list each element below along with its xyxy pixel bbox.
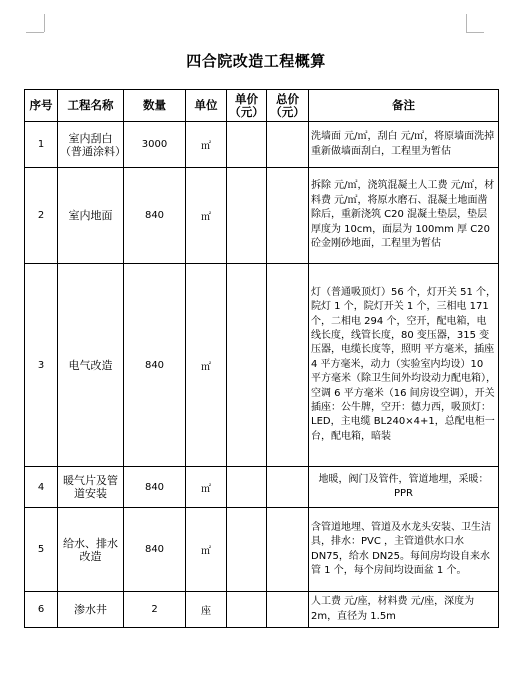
table-row: [25, 592, 499, 628]
row-note: 洗墙面 元/㎡，刮白 元/㎡，将原墙面洗掉重新做墙面刮白，工程里为暂估: [309, 122, 499, 168]
header-total: 总价（元）: [267, 90, 309, 122]
row-no: 6: [25, 592, 58, 628]
margin-corner-mark: [466, 32, 484, 33]
row-note: 人工费 元/座，材料费 元/座，深度为 2m，直径为 1.5m: [309, 592, 499, 628]
row-no: 3: [25, 264, 58, 467]
row-name: 暖气片及管道安装: [58, 467, 124, 508]
row-qty: 840: [124, 508, 186, 592]
table-row: [25, 467, 499, 508]
table-row: [25, 122, 499, 168]
row-qty: 840: [124, 467, 186, 508]
budget-table: [24, 89, 499, 628]
document-title: 四合院改造工程概算: [186, 52, 326, 70]
header-unit-price: 单价（元）: [227, 90, 267, 122]
row-no: 2: [25, 168, 58, 264]
row-note: 含管道地埋、管道及水龙头安装、卫生洁具，排水：PVC ，主管道供水口水 DN75，给水 DN25。每间房均设自来水管 1 个，每个房间均设面盆 1 个。: [309, 508, 499, 592]
row-unit: ㎡: [186, 508, 227, 592]
row-total: [267, 467, 309, 508]
row-qty: 3000: [124, 122, 186, 168]
table-row: [25, 264, 499, 467]
row-name: 室内地面: [58, 168, 124, 264]
margin-corner-mark: [466, 14, 467, 32]
row-unit: 座: [186, 592, 227, 628]
row-no: 4: [25, 467, 58, 508]
row-unit: ㎡: [186, 264, 227, 467]
row-unit-price: [227, 467, 267, 508]
row-unit-price: [227, 122, 267, 168]
row-unit-price: [227, 168, 267, 264]
row-name: 渗水井: [58, 592, 124, 628]
header-note: 备注: [309, 90, 499, 122]
table-row: [25, 508, 499, 592]
row-total: [267, 264, 309, 467]
row-total: [267, 592, 309, 628]
margin-corner-mark: [26, 32, 44, 33]
row-qty: 840: [124, 168, 186, 264]
row-total: [267, 122, 309, 168]
row-note: 灯（普通吸顶灯）56 个，灯开关 51 个，院灯 1 个，院灯开关 1 个，三相电 171 个，二相电 294 个，空开，配电箱，电线长度，线管长度，80 变压器，315 变压器，电缆长度等，照明 平方毫米，插座 4 平方毫米，动力（实验室内均设）10 平方毫米（除卫生间外均设动力配电箱），空调 6 平方毫米（16 间房设空调），开关插座：公牛牌，空开：德力西，吸顶灯：LED，主电缆 BL240×4+1，总配电柜一台，配电箱，暗装: [309, 264, 499, 467]
row-unit-price: [227, 264, 267, 467]
row-no: 1: [25, 122, 58, 168]
row-note: 拆除 元/㎡，浇筑混凝土人工费 元/㎡，材料费 元/㎡，将原水磨石、混凝土地面凿除后，重新浇筑 C20 混凝土垫层，垫层厚度为 10cm，面层为 100mm 厚 C20 砼金刚砂地面，工程里为暂估: [309, 168, 499, 264]
header-unit: 单位: [186, 90, 227, 122]
row-no: 5: [25, 508, 58, 592]
row-name: 电气改造: [58, 264, 124, 467]
row-unit: ㎡: [186, 467, 227, 508]
row-qty: 840: [124, 264, 186, 467]
row-total: [267, 508, 309, 592]
row-note: 地暖，阀门及管件，管道地埋，采暖：PPR: [309, 467, 499, 508]
row-unit: ㎡: [186, 122, 227, 168]
row-qty: 2: [124, 592, 186, 628]
header-name: 工程名称: [58, 90, 124, 122]
row-unit-price: [227, 592, 267, 628]
row-name: 室内刮白（普通涂料）: [58, 122, 124, 168]
margin-corner-mark: [44, 14, 45, 32]
row-total: [267, 168, 309, 264]
row-name: 给水、排水改造: [58, 508, 124, 592]
table-header-row: [25, 90, 499, 122]
row-unit-price: [227, 508, 267, 592]
header-qty: 数量: [124, 90, 186, 122]
table-row: [25, 168, 499, 264]
row-unit: ㎡: [186, 168, 227, 264]
header-no: 序号: [25, 90, 58, 122]
